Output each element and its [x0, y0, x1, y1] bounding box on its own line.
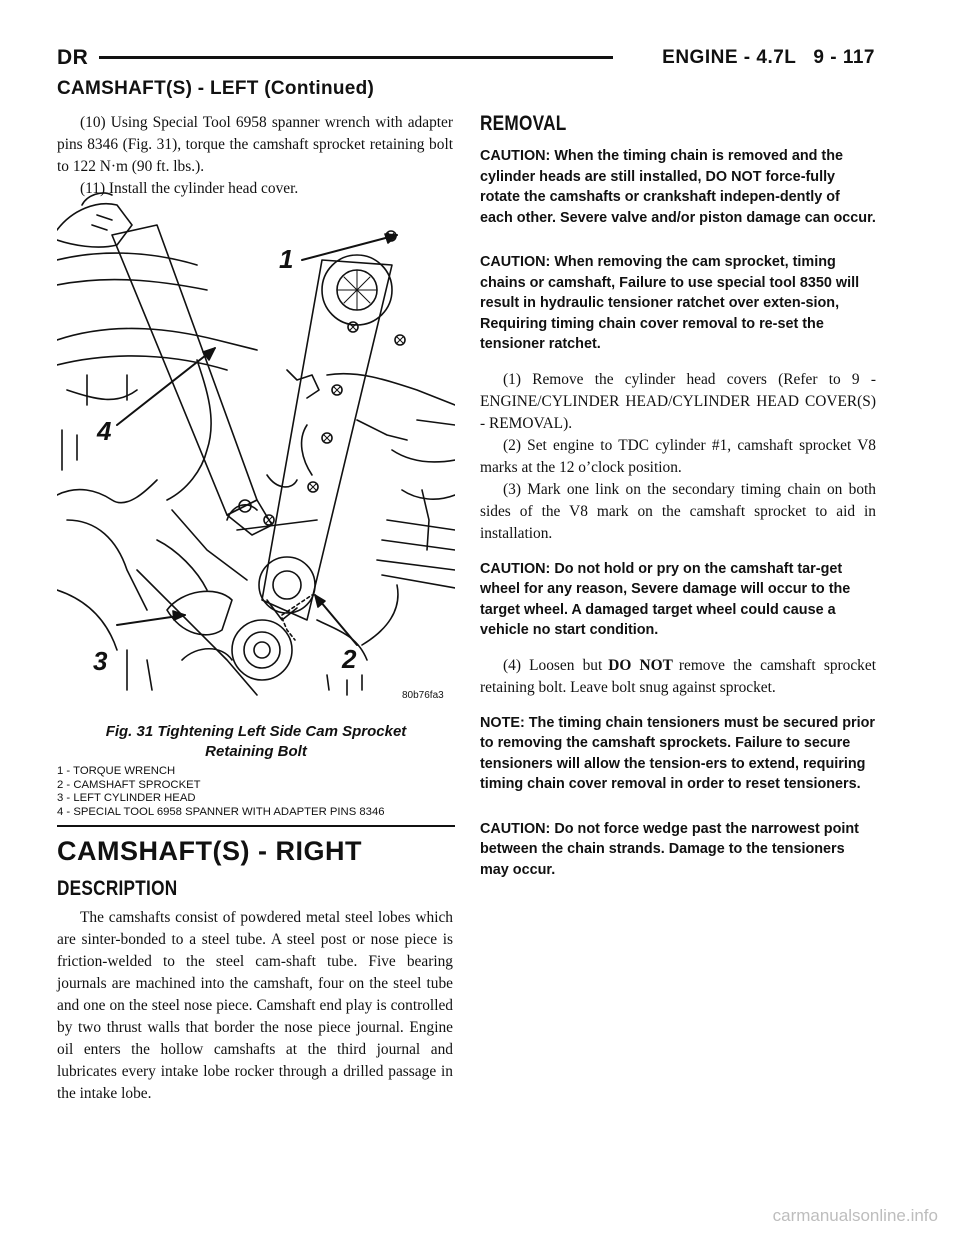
header-section: ENGINE - 4.7L	[662, 47, 797, 68]
removal-heading: REMOVAL	[480, 112, 567, 135]
step-4-part-a: (4) Loosen but	[503, 656, 603, 674]
section-title: CAMSHAFT(S) - RIGHT	[57, 836, 362, 866]
step-4-emphasis: DO NOT	[608, 656, 673, 674]
header-page-number: 9 - 117	[813, 47, 875, 68]
removal-step-4	[480, 655, 876, 699]
step-11: (11) Install the cylinder head cover.	[80, 180, 299, 197]
continued-title: CAMSHAFT(S) - LEFT (Continued)	[57, 78, 375, 99]
caution-4: CAUTION: Do not force wedge past the narrowest point between the chain strands. Damage to the tensioners may occur.	[480, 820, 859, 878]
note-1: NOTE: The timing chain tensioners must be secured prior to removing the camshaft sprockets. Failure to secure tensioners will allow the tension-ers to extend, requiring timing chain cover removal in order to reset tensioners.	[480, 714, 876, 792]
caution-2: CAUTION: When removing the cam sprocket, timing chains or camshaft, Failure to use special tool 8350 will result in hydraulic tensioner ratchet over exten-sion, Requiring timing chain cover removal to re-set the tensioner ratchet.	[480, 254, 860, 352]
step-10: (10) Using Special Tool 6958 spanner wrench with adapter pins 8346 (Fig. 31), torque the camshaft sprocket retaining bolt to 122 N·m (90 ft. lbs.).	[57, 114, 453, 175]
header-rule	[99, 56, 613, 59]
callout-1: 1	[279, 244, 294, 274]
callout-3: 3	[93, 646, 108, 676]
removal-step-2: (2) Set engine to TDC cylinder #1, camshaft sprocket V8 marks at the 12 o’clock position.	[480, 436, 876, 476]
legend-item-2: 2 - CAMSHAFT SPROCKET	[57, 778, 201, 791]
page-header	[57, 46, 875, 70]
callout-4: 4	[97, 416, 112, 446]
figure-bottom-rule	[57, 825, 455, 827]
legend-item-3: 3 - LEFT CYLINDER HEAD	[57, 792, 196, 805]
figure-caption	[57, 722, 455, 762]
right-camshaft-section	[57, 836, 453, 1105]
step-4-part-c: remove the camshaft sprocket retaining bolt. Leave bolt snug against sprocket.	[480, 656, 876, 696]
figure-legend	[57, 765, 385, 819]
caution-1: CAUTION: When the timing chain is removed and the cylinder heads are still installed, DO NOT force-fully rotate the camshafts or crankshaft indepen-dently of each other. Severe valve and/or piston damage can occur.	[480, 148, 876, 226]
removal-step-1: (1) Remove the cylinder head covers (Refer to 9 - ENGINE/CYLINDER HEAD/CYLINDER HEAD COVER(S) - REMOVAL).	[480, 370, 876, 432]
caution-3: CAUTION: Do not hold or pry on the camshaft tar-get wheel for any reason, Severe damage will occur to the target wheel. A damaged target wheel could cause a vehicle no start condition.	[480, 560, 851, 638]
figure-caption-line-2: Retaining Bolt	[205, 743, 307, 760]
description-heading: DESCRIPTION	[57, 877, 178, 900]
right-column	[480, 112, 876, 880]
figure-caption-line-1: Fig. 31 Tightening Left Side Cam Sprocket	[105, 723, 407, 740]
legend-item-1: 1 - TORQUE WRENCH	[57, 765, 176, 777]
header-manual-code: DR	[57, 46, 89, 69]
legend-item-4: 4 - SPECIAL TOOL 6958 SPANNER WITH ADAPTER PINS 8346	[57, 805, 385, 818]
figure-31-drawing	[57, 190, 455, 705]
header-section-page	[662, 47, 875, 69]
removal-step-3: (3) Mark one link on the secondary timing chain on both sides of the V8 mark on the camshaft sprocket to aid in installation.	[480, 480, 876, 542]
figure-code: 80b76fa3	[402, 690, 444, 701]
left-column-top	[57, 112, 453, 200]
watermark: carmanualsonline.info	[772, 1206, 938, 1225]
callout-2: 2	[342, 644, 357, 674]
description-text: The camshafts consist of powdered metal steel lobes which are sinter-bonded to a steel tube. A steel post or nose piece is friction-welded to the steel cam-shaft tube. Five bearing journals are machined into the camshaft, four on the steel tube and one on the steel nose piece. Camshaft end play is controlled by two thrust walls that border the nose piece journal. Engine oil enters the hollow camshafts at the third journal and lubricates every intake lobe rocker through a drilled passage in the intake lobe.	[57, 909, 453, 1102]
figure-31-illustration	[57, 190, 455, 705]
